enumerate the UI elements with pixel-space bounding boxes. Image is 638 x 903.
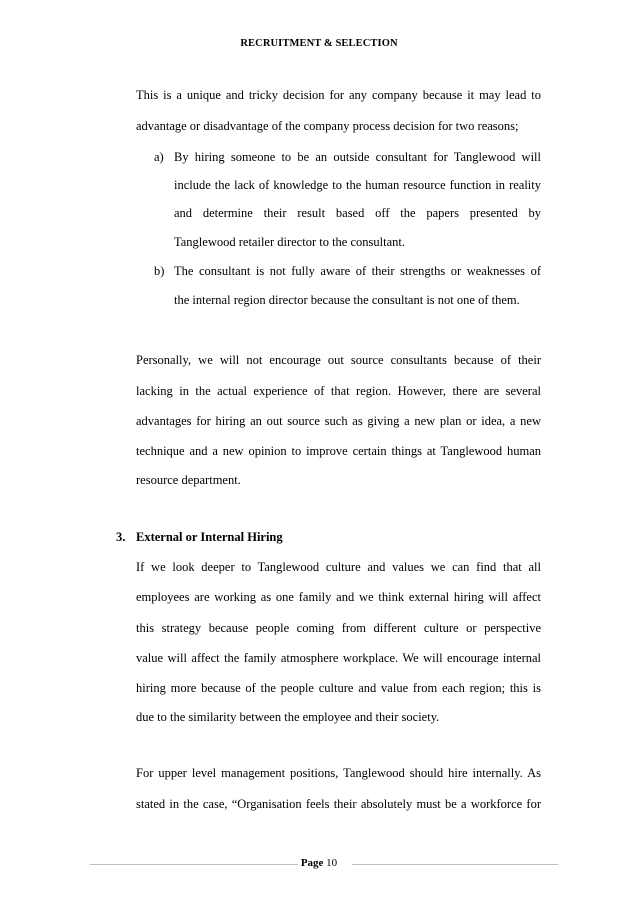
section-title: External or Internal Hiring xyxy=(136,530,283,544)
list-marker-b: b) xyxy=(154,264,165,278)
reason-a-line-4: Tanglewood retailer director to the consultant. xyxy=(174,235,405,249)
section3-p1-line-5: hiring more because of the people culture and value from each region; this is xyxy=(136,681,541,695)
section3-p2-line-1: For upper level management positions, Tanglewood should hire internally. As xyxy=(136,766,541,780)
list-marker-a: a) xyxy=(154,150,164,164)
personally-line-5: resource department. xyxy=(136,473,241,487)
page-header: RECRUITMENT & SELECTION xyxy=(240,38,398,49)
page-number: 10 xyxy=(326,857,338,869)
personally-line-4: technique and a new opinion to improve certain things at Tanglewood human xyxy=(136,444,541,458)
page-label: Page xyxy=(300,857,324,869)
section3-p1-line-4: value will affect the family atmosphere workplace. We will encourage internal xyxy=(136,651,541,665)
reason-a-line-2: include the lack of knowledge to the human resource function in reality xyxy=(174,178,541,192)
section-number: 3. xyxy=(116,530,126,544)
reason-b-line-1: The consultant is not fully aware of their strengths or weaknesses of xyxy=(174,264,541,278)
reason-b-line-2: the internal region director because the consultant is not one of them. xyxy=(174,293,520,307)
intro-line-1: This is a unique and tricky decision for any company because it may lead to xyxy=(136,88,541,102)
intro-line-2: advantage or disadvantage of the company process decision for two reasons; xyxy=(136,119,519,133)
section3-p2-line-2: stated in the case, “Organisation feels their absolutely must be a workforce for xyxy=(136,797,541,811)
reason-a-line-3: and determine their result based off the papers presented by xyxy=(174,206,541,220)
section3-p1-line-2: employees are working as one family and we think external hiring will affect xyxy=(136,590,541,604)
section3-p1-line-3: this strategy because people coming from different culture or perspective xyxy=(136,621,541,635)
section3-p1-line-1: If we look deeper to Tanglewood culture and values we can find that all xyxy=(136,560,541,574)
page-footer xyxy=(0,857,638,869)
section3-p1-line-6: due to the similarity between the employee and their society. xyxy=(136,710,440,724)
personally-line-2: lacking in the actual experience of that region. However, there are several xyxy=(136,384,541,398)
reason-a-line-1: By hiring someone to be an outside consultant for Tanglewood will xyxy=(174,150,541,164)
personally-line-1: Personally, we will not encourage out source consultants because of their xyxy=(136,353,541,367)
personally-line-3: advantages for hiring an out source such as giving a new plan or idea, a new xyxy=(136,414,541,428)
